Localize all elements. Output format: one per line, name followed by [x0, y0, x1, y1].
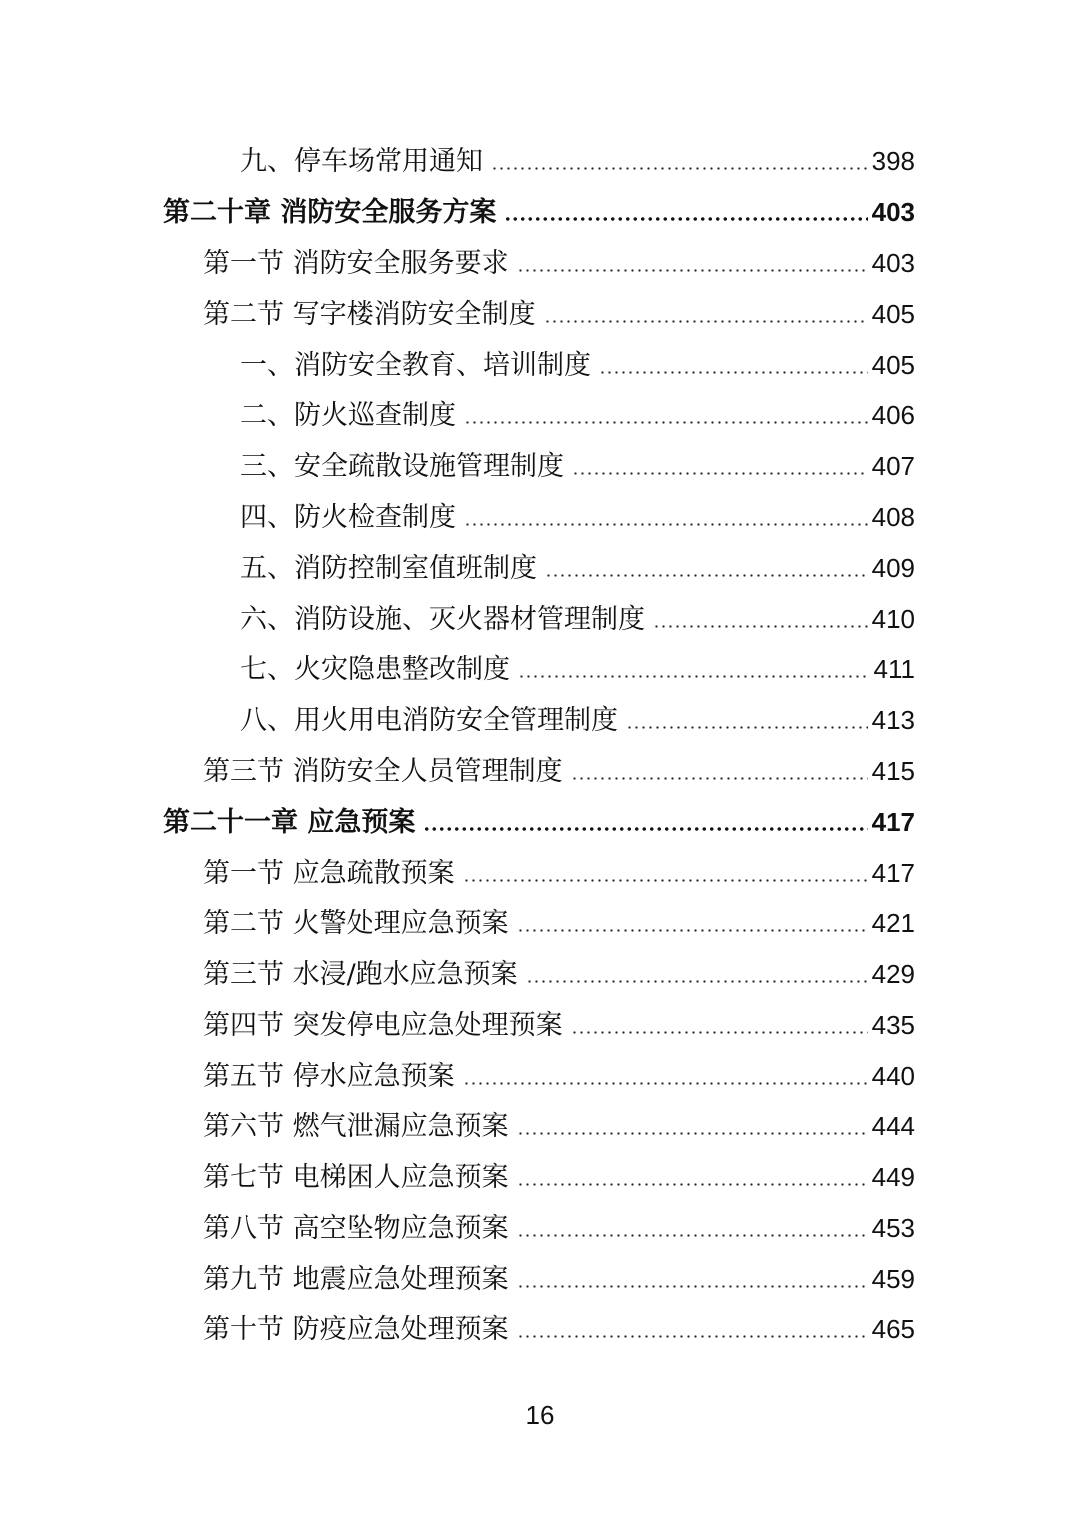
dot-leader — [544, 320, 868, 323]
toc-entry-page: 407 — [871, 451, 915, 481]
toc-entry[interactable] — [240, 548, 915, 588]
dot-leader — [491, 167, 868, 170]
toc-section[interactable] — [203, 1056, 915, 1096]
dot-leader — [626, 726, 868, 729]
toc-chapter-page: 403 — [871, 197, 915, 227]
dot-leader — [517, 1234, 868, 1237]
toc-section-page: 417 — [871, 858, 915, 888]
dot-leader — [517, 929, 868, 932]
toc-entry-page: 410 — [871, 604, 915, 634]
toc-section-page: 444 — [871, 1111, 915, 1141]
toc-entry-page: 409 — [871, 553, 915, 583]
toc-entry[interactable] — [240, 345, 915, 385]
toc-entry[interactable] — [240, 700, 915, 740]
dot-leader — [423, 827, 867, 831]
toc-section-title: 第二节 火警处理应急预案 — [203, 908, 509, 939]
dot-leader — [517, 1132, 868, 1135]
toc-chapter[interactable] — [163, 802, 915, 842]
toc-entry-page: 406 — [871, 400, 915, 430]
toc-section[interactable] — [203, 243, 915, 283]
dot-leader — [464, 421, 868, 424]
toc-section[interactable] — [203, 751, 915, 791]
toc-entry-page: 398 — [871, 146, 915, 176]
toc-entry-page: 405 — [871, 350, 915, 380]
toc-entry-page: 408 — [871, 502, 915, 532]
dot-leader — [464, 523, 868, 526]
toc-section-page: 449 — [871, 1162, 915, 1192]
toc-entry[interactable] — [240, 497, 915, 537]
toc-entry[interactable] — [240, 599, 915, 639]
toc-section-title: 第一节 应急疏散预案 — [203, 858, 455, 889]
dot-leader — [572, 472, 868, 475]
toc-section-title: 第十节 防疫应急处理预案 — [203, 1314, 509, 1345]
dot-leader — [463, 1082, 868, 1085]
toc-section-title: 第八节 高空坠物应急预案 — [203, 1213, 509, 1244]
toc-section-page: 415 — [871, 756, 915, 786]
dot-leader — [517, 1335, 868, 1338]
toc-section-page: 435 — [871, 1010, 915, 1040]
toc-section-title: 第七节 电梯困人应急预案 — [203, 1162, 509, 1193]
toc-entry-title: 九、停车场常用通知 — [240, 146, 483, 177]
toc-section[interactable] — [203, 294, 915, 334]
toc-entry-page: 413 — [871, 705, 915, 735]
toc-section-title: 第三节 消防安全人员管理制度 — [203, 756, 563, 787]
toc-entry-page: 411 — [873, 654, 915, 684]
toc-entry-title: 七、火灾隐患整改制度 — [240, 654, 510, 685]
toc-section[interactable] — [203, 1259, 915, 1299]
toc-section-title: 第五节 停水应急预案 — [203, 1061, 455, 1092]
toc-entry-title: 五、消防控制室值班制度 — [240, 553, 537, 584]
toc-entry[interactable] — [240, 649, 915, 689]
toc-section[interactable] — [203, 1157, 915, 1197]
toc-entry-title: 六、消防设施、灭火器材管理制度 — [240, 604, 645, 635]
dot-leader — [517, 1285, 868, 1288]
dot-leader — [653, 625, 868, 628]
toc-section[interactable] — [203, 853, 915, 893]
toc-entry-title: 四、防火检查制度 — [240, 502, 456, 533]
toc-entry[interactable] — [240, 395, 915, 435]
dot-leader — [526, 980, 868, 983]
dot-leader — [571, 777, 868, 780]
toc-section-title: 第二节 写字楼消防安全制度 — [203, 299, 536, 330]
dot-leader — [517, 1183, 868, 1186]
toc-section-page: 453 — [871, 1213, 915, 1243]
toc-entry[interactable] — [240, 446, 915, 486]
toc-section[interactable] — [203, 954, 915, 994]
dot-leader — [463, 879, 868, 882]
toc-section-page: 405 — [871, 299, 915, 329]
toc-chapter[interactable] — [163, 192, 915, 232]
toc-entry-title: 二、防火巡查制度 — [240, 400, 456, 431]
toc-section[interactable] — [203, 1106, 915, 1146]
toc-section[interactable] — [203, 1309, 915, 1349]
dot-leader — [504, 217, 867, 221]
toc-entry-title: 八、用火用电消防安全管理制度 — [240, 705, 618, 736]
toc-section-title: 第六节 燃气泄漏应急预案 — [203, 1111, 509, 1142]
toc-section-page: 403 — [871, 248, 915, 278]
toc-section-page: 459 — [871, 1264, 915, 1294]
toc-section[interactable] — [203, 903, 915, 943]
dot-leader — [518, 675, 870, 678]
dot-leader — [571, 1031, 868, 1034]
toc-entry[interactable] — [240, 141, 915, 181]
toc-chapter-title: 第二十章 消防安全服务方案 — [163, 197, 497, 228]
toc-section-page: 421 — [871, 908, 915, 938]
toc-section-page: 440 — [871, 1061, 915, 1091]
toc-section-title: 第四节 突发停电应急处理预案 — [203, 1010, 563, 1041]
toc-section-title: 第九节 地震应急处理预案 — [203, 1264, 509, 1295]
toc-entry-title: 一、消防安全教育、培训制度 — [240, 350, 591, 381]
toc-chapter-title: 第二十一章 应急预案 — [163, 807, 416, 838]
toc-section[interactable] — [203, 1208, 915, 1248]
toc-section-title: 第三节 水浸/跑水应急预案 — [203, 959, 518, 990]
dot-leader — [517, 269, 868, 272]
toc-entry-title: 三、安全疏散设施管理制度 — [240, 451, 564, 482]
page-number: 16 — [525, 1400, 555, 1430]
dot-leader — [545, 574, 868, 577]
dot-leader — [599, 371, 868, 374]
toc-section-page: 465 — [871, 1314, 915, 1344]
toc-section-title: 第一节 消防安全服务要求 — [203, 248, 509, 279]
toc-section[interactable] — [203, 1005, 915, 1045]
toc-chapter-page: 417 — [871, 807, 915, 837]
toc-section-page: 429 — [871, 959, 915, 989]
